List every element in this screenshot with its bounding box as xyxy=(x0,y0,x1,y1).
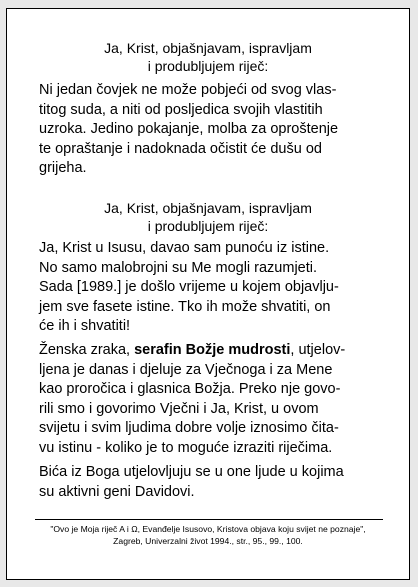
section-heading-2 xyxy=(7,199,409,235)
emphasis-text: serafin Božje mudrosti xyxy=(134,342,291,358)
footnote-divider xyxy=(35,519,383,520)
text-line: vu istinu - koliko je to moguće izraziti riječima. xyxy=(39,439,333,456)
text-line: grijeha. xyxy=(39,160,87,176)
heading-line: i produbljujem riječ: xyxy=(147,58,269,74)
footnote-line: "Ovo je Moja riječ A i Ω, Evanđelje Isusovo, Kristova objava koju svijet ne poznaje", xyxy=(50,524,366,534)
text-run: Ženska zraka, xyxy=(39,342,135,358)
text-line: Ja, Krist u Isusu, davao sam punoću iz istine. xyxy=(39,240,330,256)
paragraph-2 xyxy=(39,239,399,337)
text-line: uzroka. Jedino pokajanje, molba za oproštenje xyxy=(39,121,339,137)
text-line: Ni jedan čovjek ne može pobjeći od svog vlas- xyxy=(39,82,337,98)
text-line: ljena je danas i djeluje za Vječnoga i za Mene xyxy=(39,361,333,378)
text-line: kao proročica i glasnica Božja. Preko nje govo- xyxy=(39,381,341,397)
paragraph-4 xyxy=(39,463,399,502)
footnote xyxy=(7,523,409,547)
text-line: No samo malobrojni su Me mogli razumjeti. xyxy=(39,259,318,276)
paragraph-1 xyxy=(39,81,399,179)
heading-line: Ja, Krist, objašnjavam, ispravljam xyxy=(104,200,312,216)
text-line: Bića iz Boga utjelovljuju se u one ljude u kojima xyxy=(39,464,344,480)
text-line: jem sve fasete istine. Tko ih može shvatiti, on xyxy=(39,298,331,315)
paragraph-3 xyxy=(39,341,399,458)
heading-line: i produbljujem riječ: xyxy=(147,218,269,234)
text-line: će ih i shvatiti! xyxy=(39,318,131,334)
section-heading-1 xyxy=(7,39,409,75)
heading-line: Ja, Krist, objašnjavam, ispravljam xyxy=(104,40,312,56)
text-line: Sada [1989.] je došlo vrijeme u kojem objavlju- xyxy=(39,279,339,295)
text-line: te opraštanje i nadoknada očistit će dušu od xyxy=(39,140,322,157)
text-line xyxy=(39,341,399,361)
text-line: svijetu i svim ljudima dobre volje iznosimo čita- xyxy=(39,420,339,436)
text-line: su aktivni geni Davidovi. xyxy=(39,483,195,500)
text-line: rili smo i govorimo Vječni i Ja, Krist, u ovom xyxy=(39,400,319,417)
text-line: titog suda, a niti od posljedica svojih vlastitih xyxy=(39,101,323,118)
document-page xyxy=(6,8,410,580)
footnote-line: Zagreb, Univerzalni život 1994., str., 95., 99., 100. xyxy=(113,536,303,546)
text-run: , utjelov- xyxy=(290,342,346,358)
